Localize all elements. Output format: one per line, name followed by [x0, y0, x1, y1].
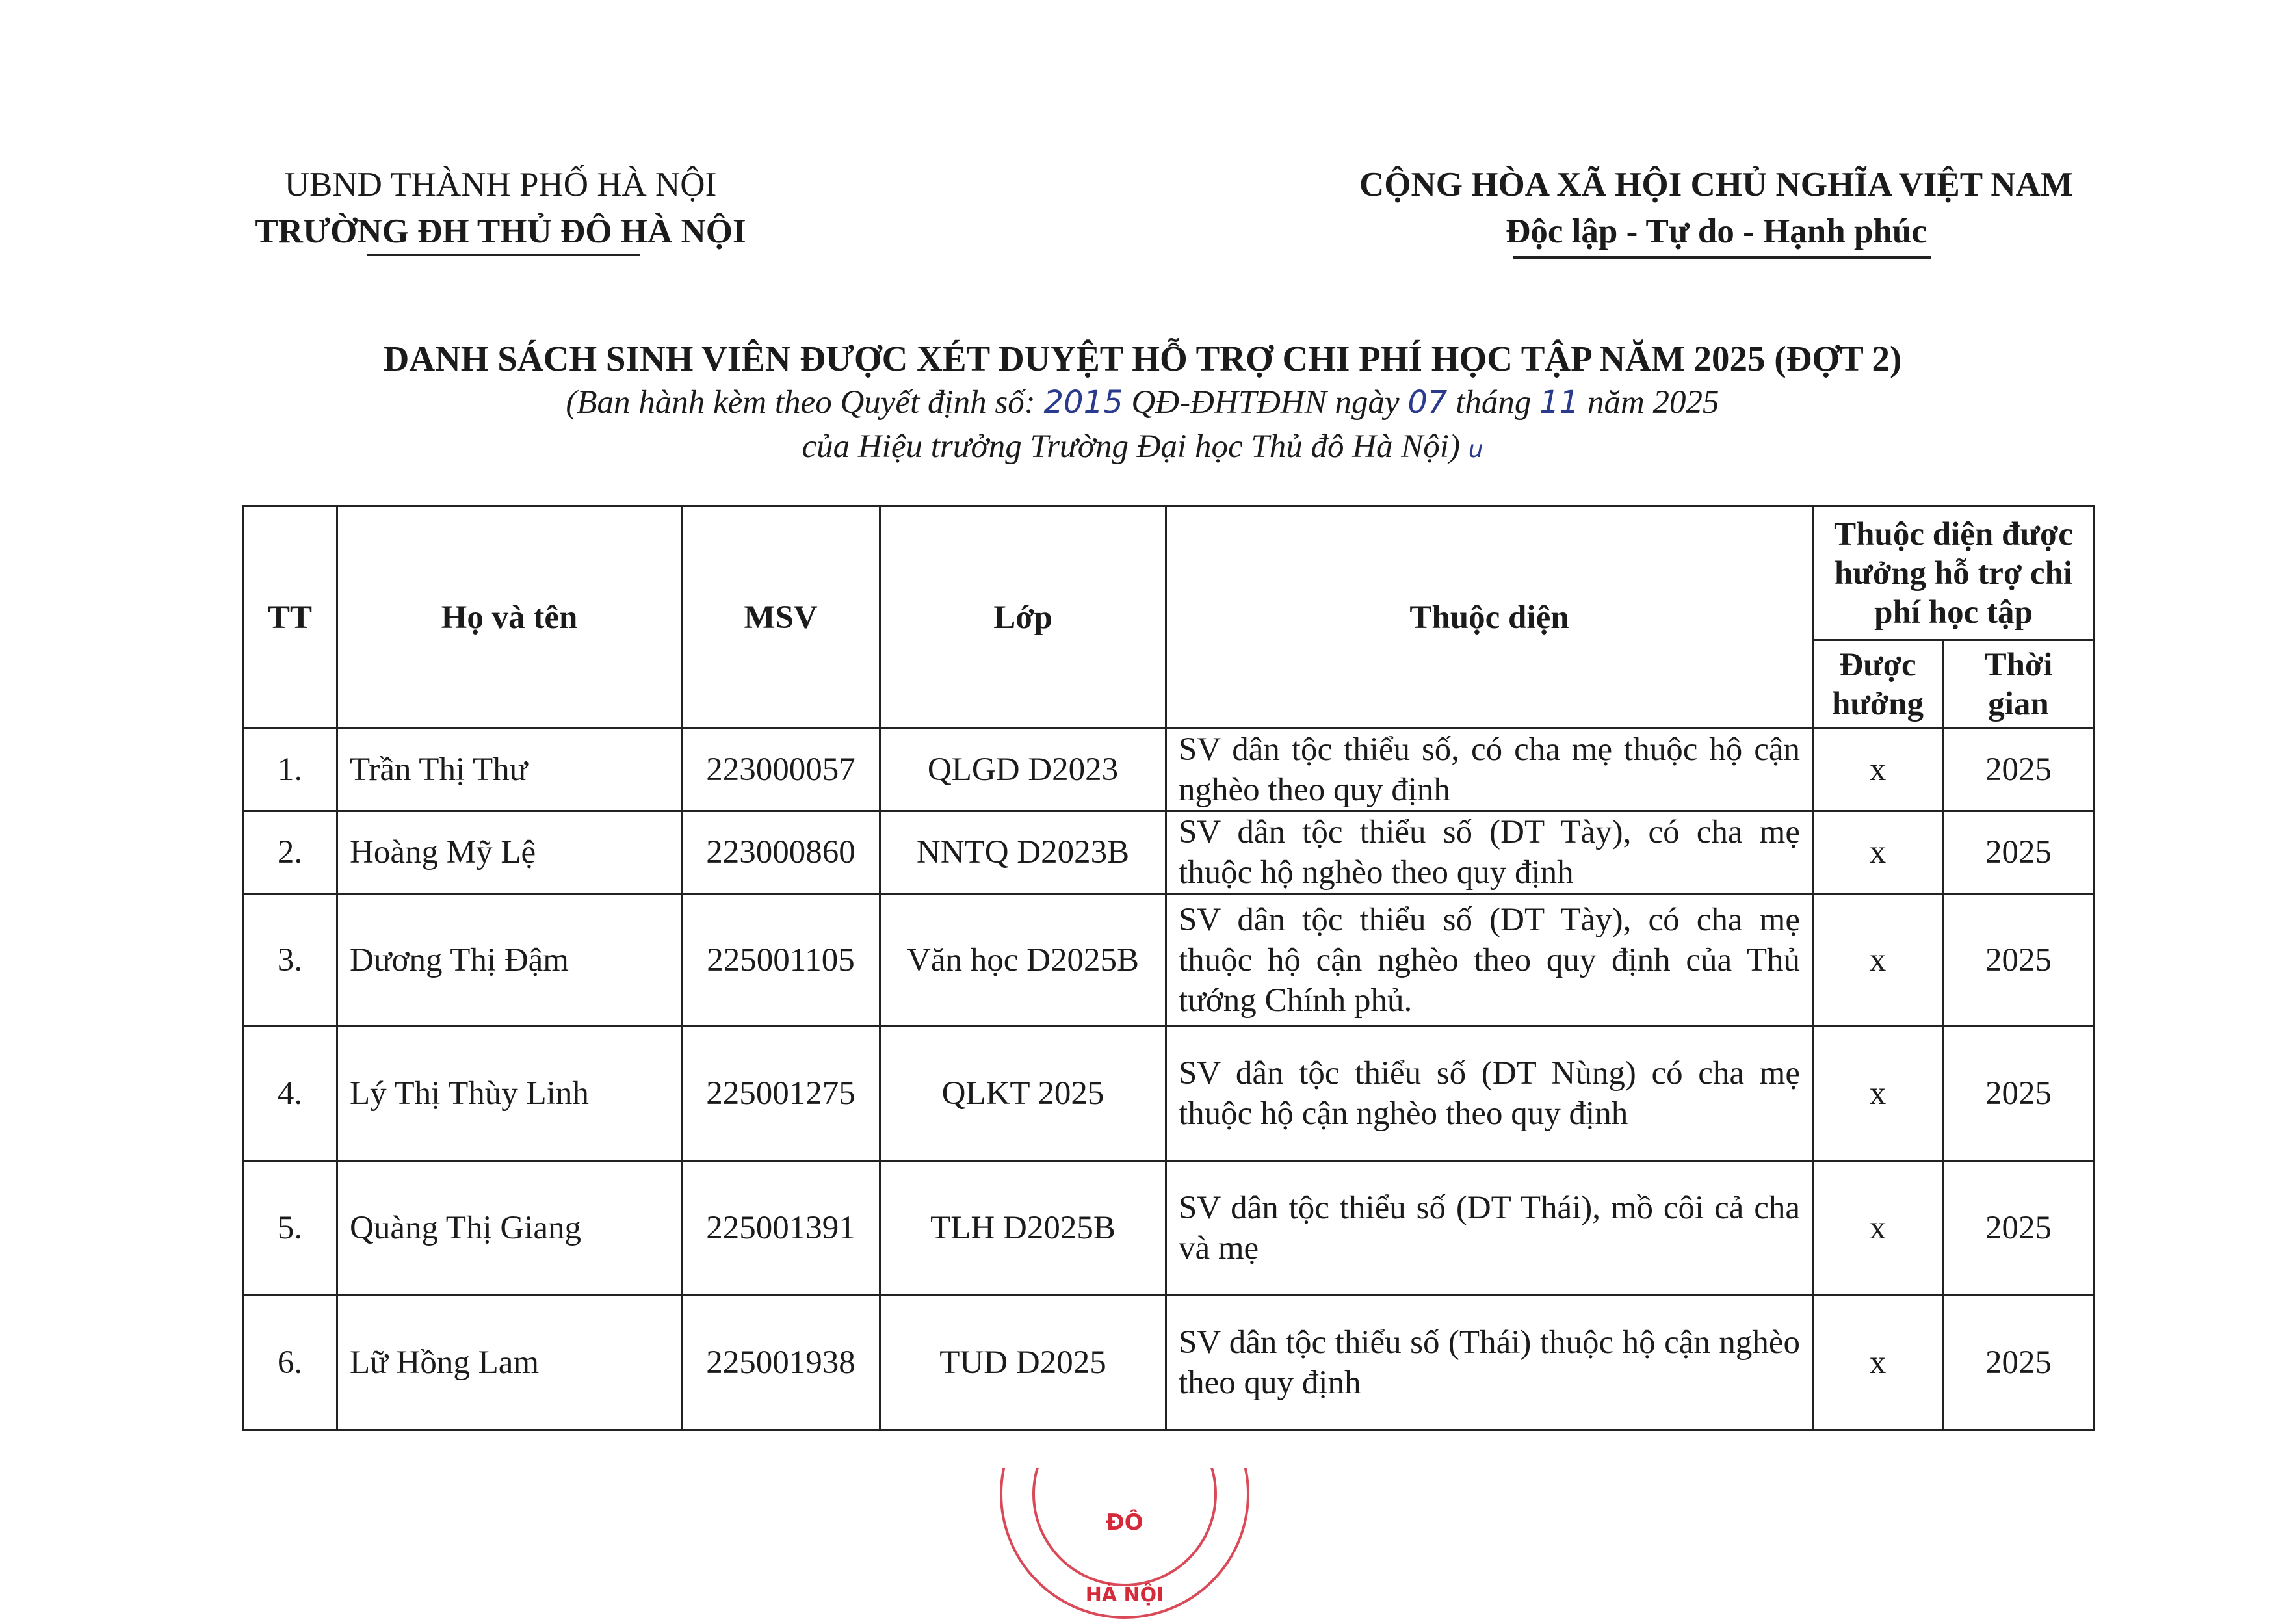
cell-period: 2025 [1943, 1296, 2095, 1430]
header-tt: TT [243, 506, 337, 729]
seal-top-text: ĐÔ [1106, 1510, 1143, 1536]
cell-period: 2025 [1943, 729, 2095, 811]
cell-category: SV dân tộc thiểu số (DT Tày), có cha mẹ thuộc hộ cận nghèo theo quy định của Thủ tướng Chính phủ. [1166, 894, 1813, 1027]
cell-name: Quàng Thị Giang [337, 1161, 682, 1296]
cell-period: 2025 [1943, 894, 2095, 1027]
cell-msv: 225001938 [682, 1296, 880, 1430]
cell-eligible: x [1813, 894, 1943, 1027]
subtitle-text-4: năm 2025 [1579, 384, 1719, 421]
subtitle-line-1 [130, 380, 2155, 425]
cell-eligible: x [1813, 1161, 1943, 1296]
cell-class: NNTQ D2023B [880, 811, 1166, 894]
table-row [243, 1027, 2095, 1161]
cell-eligible: x [1813, 1296, 1943, 1430]
cell-category: SV dân tộc thiểu số (DT Nùng) có cha mẹ thuộc hộ cận nghèo theo quy định [1166, 1027, 1813, 1161]
table-row [243, 811, 2095, 894]
motto-underline [1513, 256, 1931, 259]
cell-tt: 3. [243, 894, 337, 1027]
cell-name: Hoàng Mỹ Lệ [337, 811, 682, 894]
month-handwritten: 11 [1539, 384, 1580, 421]
cell-period: 2025 [1943, 811, 2095, 894]
cell-tt: 4. [243, 1027, 337, 1161]
table-header-row [243, 506, 2095, 640]
cell-name: Trần Thị Thư [337, 729, 682, 811]
authority-name: TRƯỜNG ĐH THỦ ĐÔ HÀ NỘI [255, 213, 746, 250]
national-motto [1333, 161, 2100, 255]
cell-class: TUD D2025 [880, 1296, 1166, 1430]
cell-eligible: x [1813, 811, 1943, 894]
cell-period: 2025 [1943, 1027, 2095, 1161]
cell-tt: 5. [243, 1161, 337, 1296]
table-row [243, 729, 2095, 811]
cell-category: SV dân tộc thiểu số (Thái) thuộc hộ cận nghèo theo quy định [1166, 1296, 1813, 1430]
cell-class: Văn học D2025B [880, 894, 1166, 1027]
country-name: CỘNG HÒA XÃ HỘI CHỦ NGHĨA VIỆT NAM [1359, 166, 2073, 203]
cell-period: 2025 [1943, 1161, 2095, 1296]
cell-tt: 1. [243, 729, 337, 811]
cell-name: Dương Thị Đậm [337, 894, 682, 1027]
subtitle-text-1: (Ban hành kèm theo Quyết định số: [566, 384, 1044, 421]
cell-msv: 225001275 [682, 1027, 880, 1161]
cell-class: TLH D2025B [880, 1161, 1166, 1296]
authority-parent: UBND THÀNH PHỐ HÀ NỘI [284, 166, 717, 203]
header-period: Thời gian [1943, 640, 2095, 729]
cell-msv: 223000057 [682, 729, 880, 811]
cell-category: SV dân tộc thiểu số, có cha mẹ thuộc hộ cận nghèo theo quy định [1166, 729, 1813, 811]
cell-class: QLGD D2023 [880, 729, 1166, 811]
cell-name: Lý Thị Thùy Linh [337, 1027, 682, 1161]
student-list-table [242, 505, 2095, 1431]
document-subtitle [130, 380, 2155, 472]
decision-number-handwritten: 2015 [1043, 384, 1123, 421]
day-handwritten: 07 [1407, 384, 1448, 421]
table-row [243, 894, 2095, 1027]
table-row [243, 1161, 2095, 1296]
header-msv: MSV [682, 506, 880, 729]
header-class: Lớp [880, 506, 1166, 729]
table-row [243, 1296, 2095, 1430]
handwritten-initials: u [1468, 436, 1483, 463]
cell-category: SV dân tộc thiểu số (DT Thái), mồ côi cả cha và mẹ [1166, 1161, 1813, 1296]
official-seal-icon [988, 1468, 1261, 1624]
authority-underline [367, 254, 640, 256]
cell-tt: 6. [243, 1296, 337, 1430]
cell-msv: 225001105 [682, 894, 880, 1027]
seal-bottom-text: HÀ NỘI [1085, 1584, 1164, 1606]
subtitle-line-2 [130, 425, 2155, 472]
cell-msv: 225001391 [682, 1161, 880, 1296]
header-category: Thuộc diện [1166, 506, 1813, 729]
header-name: Họ và tên [337, 506, 682, 729]
document-title: DANH SÁCH SINH VIÊN ĐƯỢC XÉT DUYỆT HỖ TRỢ CHI PHÍ HỌC TẬP NĂM 2025 (ĐỢT 2) [383, 339, 1902, 378]
issuing-authority [247, 161, 754, 255]
cell-eligible: x [1813, 1027, 1943, 1161]
cell-msv: 223000860 [682, 811, 880, 894]
cell-class: QLKT 2025 [880, 1027, 1166, 1161]
cell-eligible: x [1813, 729, 1943, 811]
motto: Độc lập - Tự do - Hạnh phúc [1506, 213, 1927, 250]
subtitle-issuer: của Hiệu trưởng Trường Đại học Thủ đô Hà Nội) [802, 428, 1460, 465]
cell-category: SV dân tộc thiểu số (DT Tày), có cha mẹ thuộc hộ nghèo theo quy định [1166, 811, 1813, 894]
subtitle-text-3: tháng [1447, 384, 1540, 421]
header-support-group: Thuộc diện được hưởng hỗ trợ chi phí học tập [1813, 506, 2095, 640]
subtitle-text-2: QĐ-ĐHTĐHN ngày [1123, 384, 1408, 421]
cell-tt: 2. [243, 811, 337, 894]
cell-name: Lữ Hồng Lam [337, 1296, 682, 1430]
header-eligible: Được hưởng [1813, 640, 1943, 729]
